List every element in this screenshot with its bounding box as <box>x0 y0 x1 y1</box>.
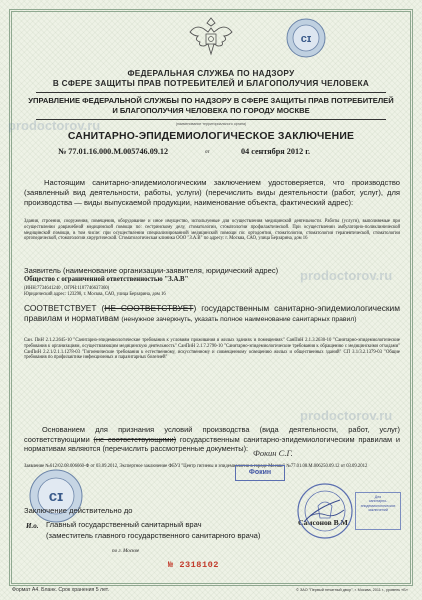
signer-city: по г. Москве <box>112 548 140 554</box>
copy-stamp-line: эпидемиологических <box>360 503 396 508</box>
sanpin-list: Сан. ПиН 2.1.2.2645-10 "Санитарно-эпидемиологические требования к условиям проживания в жилых зданиях и помещениях" СанПиН 2.1.3.2630-10 "Санитарно-эпидемиологические требования к организациям, осуществляющим медицинскую деятельность" СанПиН 2.1.7.2790-10 "Санитарно-эпидемиологические требования к обращению с медицинскими отходами" СанПиН 2.2.1/2.1.1.1278-03 "Гигиенические требования к естественному, искусственному и совмещенному освещению жилых и общественных зданий" СП 3.1/3.2.1379-03 "Общие требования по профилактике инфекционных и паразитарных болезней" <box>24 338 400 361</box>
applicant-details <box>24 286 400 298</box>
acting-prefix: И.о. <box>26 522 39 530</box>
name-stamp: Фокин <box>235 465 285 481</box>
department-heading <box>28 96 394 115</box>
conformity-struck: НЕ СООТВЕТСТВУЕТ <box>104 303 194 313</box>
applicant-ids: (ИНН:7734641240 , ОГРН:1107746637360) <box>24 286 110 291</box>
department-hint: (наименование территориального органа) <box>175 122 247 126</box>
basis-struck: (не соответствующими) <box>93 434 177 444</box>
handwritten-mark: Фокин С.Г. <box>253 448 293 458</box>
department-line-1: УПРАВЛЕНИЕ ФЕДЕРАЛЬНОЙ СЛУЖБЫ ПО НАДЗОРУ В СФЕРЕ ЗАЩИТЫ ПРАВ ПОТРЕБИТЕЛЕЙ <box>28 96 394 105</box>
applicant-address: Юридический адрес: 123298, г. Москва, САО, улица Берзарина, дом 16 <box>24 291 166 297</box>
svg-text:cɪ: cɪ <box>48 488 64 505</box>
copy-stamp-line: заключений <box>368 508 388 513</box>
copy-stamp-line: санитарно- <box>368 499 388 504</box>
divider <box>36 119 386 120</box>
conformity-note: (ненужное зачеркнуть, указать полное наименование санитарных правил) <box>121 316 357 323</box>
agency-line-2: В СФЕРЕ ЗАЩИТЫ ПРАВ ПОТРЕБИТЕЛЕЙ И БЛАГОПОЛУЧИЯ ЧЕЛОВЕКА <box>52 79 370 88</box>
divider <box>36 92 386 93</box>
document-date: 04 сентября 2012 г. <box>241 147 311 156</box>
validity-label: Заключение действительно до <box>24 506 133 515</box>
footer-printer: © ЗАО "Первый печатный двор", г. Москва, 2011 г., уровень «Б» <box>296 588 408 592</box>
copy-stamp <box>355 492 401 530</box>
conformity-prefix: СООТВЕТСТВУЕТ <box>24 303 97 313</box>
signer-name: Самсонов В.М. <box>298 518 350 527</box>
applicant-name: Общество с ограниченной ответственностью "З.А.В" <box>24 276 189 283</box>
watermark: prodoctorov.ru <box>8 118 101 133</box>
watermark: prodoctorov.ru <box>300 408 393 423</box>
document-number-line <box>58 147 368 159</box>
agency-heading <box>20 69 402 89</box>
hologram-seal-icon <box>286 18 326 58</box>
department-line-2: И БЛАГОПОЛУЧИЯ ЧЕЛОВЕКА ПО ГОРОДУ МОСКВЕ <box>112 105 310 115</box>
basis-text-after: государственным санитарно-эпидемиологическим правилам и нормативам являются (перечислить рассмотренные документы): <box>24 434 400 454</box>
basis-documents: Заявление №612/02.08.006660-Ф от 03.09.2012, Экспертное заключение ФБУЗ "Центр гигиены и эпидемиологии в городе Москве" №77.01.08.М.006250.09.12 от 03.09.2012 <box>24 464 368 469</box>
footer-format: Формат А4. Бланк. Срок хранения 5 лет. <box>12 587 110 593</box>
lead-paragraph: Настоящим санитарно-эпидемиологическим заключением удостоверяется, что производство (заявленный вид деятельности, работы, услуги) (перечислить виды деятельности (работ, услуг), для производства — виды выпускаемой продукции, наименование объекта, фактический адрес): <box>24 178 400 207</box>
conformity-suffix: государственным санитарно-эпидемиологическим правилам и нормативам <box>24 303 400 323</box>
signer-role-alt: (заместитель главного государственного санитарного врача) <box>46 531 261 540</box>
official-round-stamp-icon <box>296 482 354 540</box>
watermark: prodoctorov.ru <box>300 268 393 283</box>
from-label: от <box>205 150 210 155</box>
signer-role: Главный государственный санитарный врач <box>46 520 202 529</box>
coat-of-arms-icon <box>186 14 236 60</box>
hologram-seal-icon <box>28 468 84 524</box>
serial-number: № 2318102 <box>168 560 219 570</box>
objects-description: Здания, строения, сооружения, помещения, оборудование и иное имущество, используемые для осуществления медицинской деятельности. Работы (услуги), выполняемые при осуществлении доврачебной медицинской помощи по: сестринскому делу, стоматологии, стоматологии профилактической. При осуществлении амбулаторно-поликлинической медицинской помощи, в том числе: при осуществлении специализированной медицинской помощи по: ортодонтии, стоматологии, стоматологии терапевтической, стоматологии ортопедической, стоматологии хирургической. Стоматологическая клиника ООО "З.А.В" по адресу: г. Москва, САО, улица Берзарина, дом 16 <box>24 219 400 242</box>
basis-paragraph <box>24 425 400 454</box>
document-title: САНИТАРНО-ЭПИДЕМИОЛОГИЧЕСКОЕ ЗАКЛЮЧЕНИЕ <box>67 131 355 142</box>
svg-text:cɪ: cɪ <box>300 33 312 45</box>
applicant-label: Заявитель (наименование организации-заявителя, юридический адрес) <box>24 266 279 275</box>
copy-stamp-line: Для <box>374 495 382 499</box>
conformity-statement: СООТВЕТСТВУЕТ (НЕ СООТВЕТСТВУЕТ) государственным санитарно-эпидемиологическим правилам и нормативам (ненужное зачеркнуть, указать полное наименование санитарных правил) <box>24 303 400 323</box>
agency-line-1: ФЕДЕРАЛЬНАЯ СЛУЖБА ПО НАДЗОРУ <box>127 69 295 78</box>
basis-text-before: Основанием для признания условий производства (вида деятельности, работ, услуг) соответствующими <box>24 425 400 444</box>
document-number: № 77.01.16.000.М.005746.09.12 <box>58 147 169 156</box>
